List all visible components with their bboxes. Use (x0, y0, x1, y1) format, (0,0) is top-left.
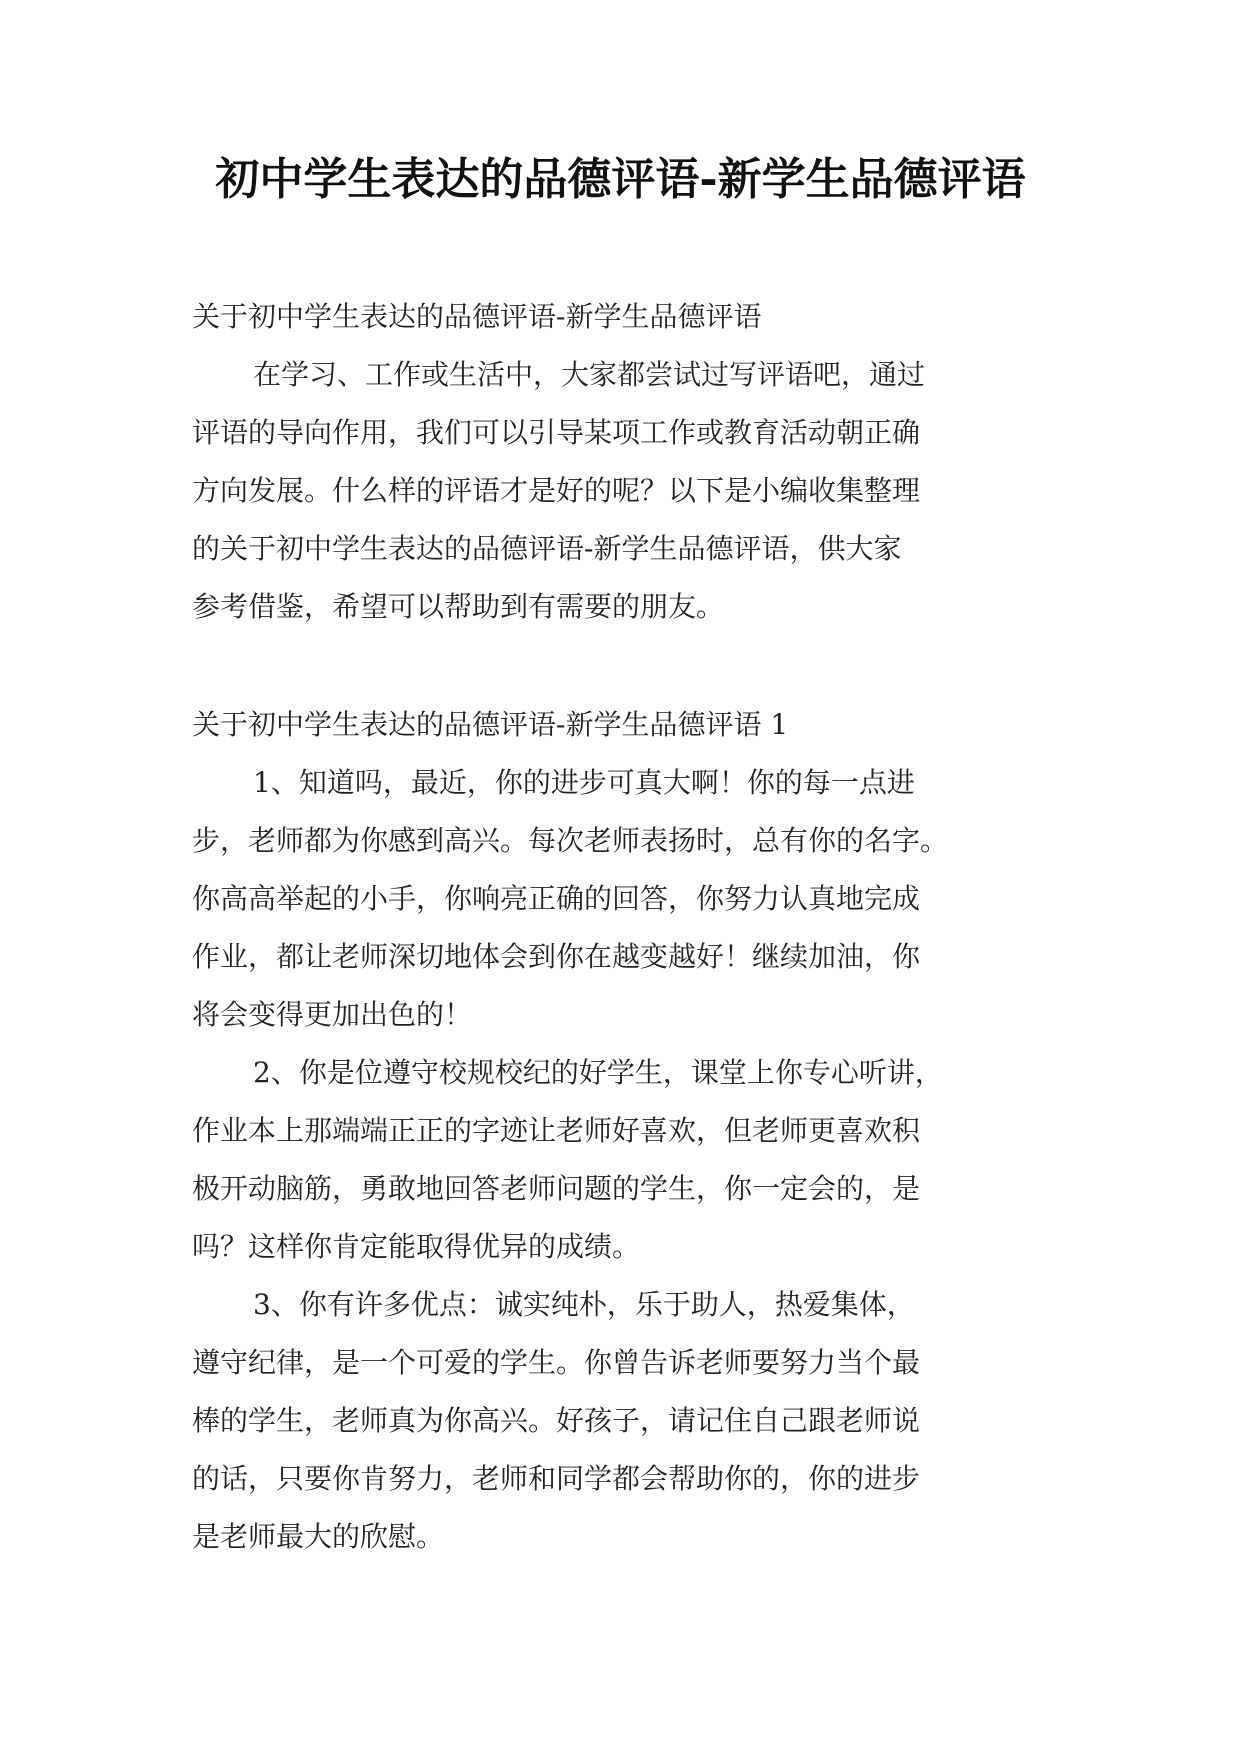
section-content (192, 754, 1052, 1566)
comment-line: 棒的学生，老师真为你高兴。好孩子，请记住自己跟老师说 (192, 1404, 921, 1437)
intro-line: 的关于初中学生表达的品德评语-新学生品德评语，供大家 (192, 532, 902, 565)
comment-item-3 (192, 1276, 1052, 1566)
intro-line: 方向发展。什么样的评语才是好的呢？以下是小编收集整理 (192, 474, 921, 507)
comment-line: 极开动脑筋，勇敢地回答老师问题的学生，你一定会的，是 (192, 1172, 921, 1205)
section-heading: 关于初中学生表达的品德评语-新学生品德评语 1 (192, 708, 789, 741)
intro-paragraph (192, 346, 1052, 636)
comment-line: 吗？这样你肯定能取得优异的成绩。 (192, 1230, 641, 1263)
comment-line: 是老师最大的欣慰。 (192, 1520, 445, 1553)
comment-item-1 (192, 754, 1052, 1044)
intro-heading-block (192, 288, 1052, 346)
intro-line: 参考借鉴，希望可以帮助到有需要的朋友。 (192, 590, 725, 623)
intro-line: 在学习、工作或生活中，大家都尝试过写评语吧，通过 (253, 358, 926, 391)
comment-line: 的话，只要你肯努力，老师和同学都会帮助你的，你的进步 (192, 1462, 921, 1495)
comment-line: 步，老师都为你感到高兴。每次老师表扬时，总有你的名字。 (192, 824, 949, 857)
comment-line: 2、你是位遵守校规校纪的好学生，课堂上你专心听讲， (253, 1056, 943, 1089)
comment-line: 作业，都让老师深切地体会到你在越变越好！继续加油，你 (192, 940, 921, 973)
section-heading-block (192, 696, 1052, 754)
intro-heading: 关于初中学生表达的品德评语-新学生品德评语 (192, 300, 762, 333)
comment-line: 作业本上那端端正正的字迹让老师好喜欢，但老师更喜欢积 (192, 1114, 921, 1147)
comment-line: 将会变得更加出色的！ (192, 998, 473, 1031)
comment-item-2 (192, 1044, 1052, 1276)
comment-line: 遵守纪律，是一个可爱的学生。你曾告诉老师要努力当个最 (192, 1346, 921, 1379)
document-title: 初中学生表达的品德评语-新学生品德评语 (215, 154, 1026, 205)
intro-line: 评语的导向作用，我们可以引导某项工作或教育活动朝正确 (192, 416, 921, 449)
comment-line: 3、你有许多优点：诚实纯朴，乐于助人，热爱集体， (253, 1288, 915, 1321)
comment-line: 你高高举起的小手，你响亮正确的回答，你努力认真地完成 (192, 882, 921, 915)
comment-line: 1、知道吗，最近，你的进步可真大啊！你的每一点进 (253, 766, 915, 799)
